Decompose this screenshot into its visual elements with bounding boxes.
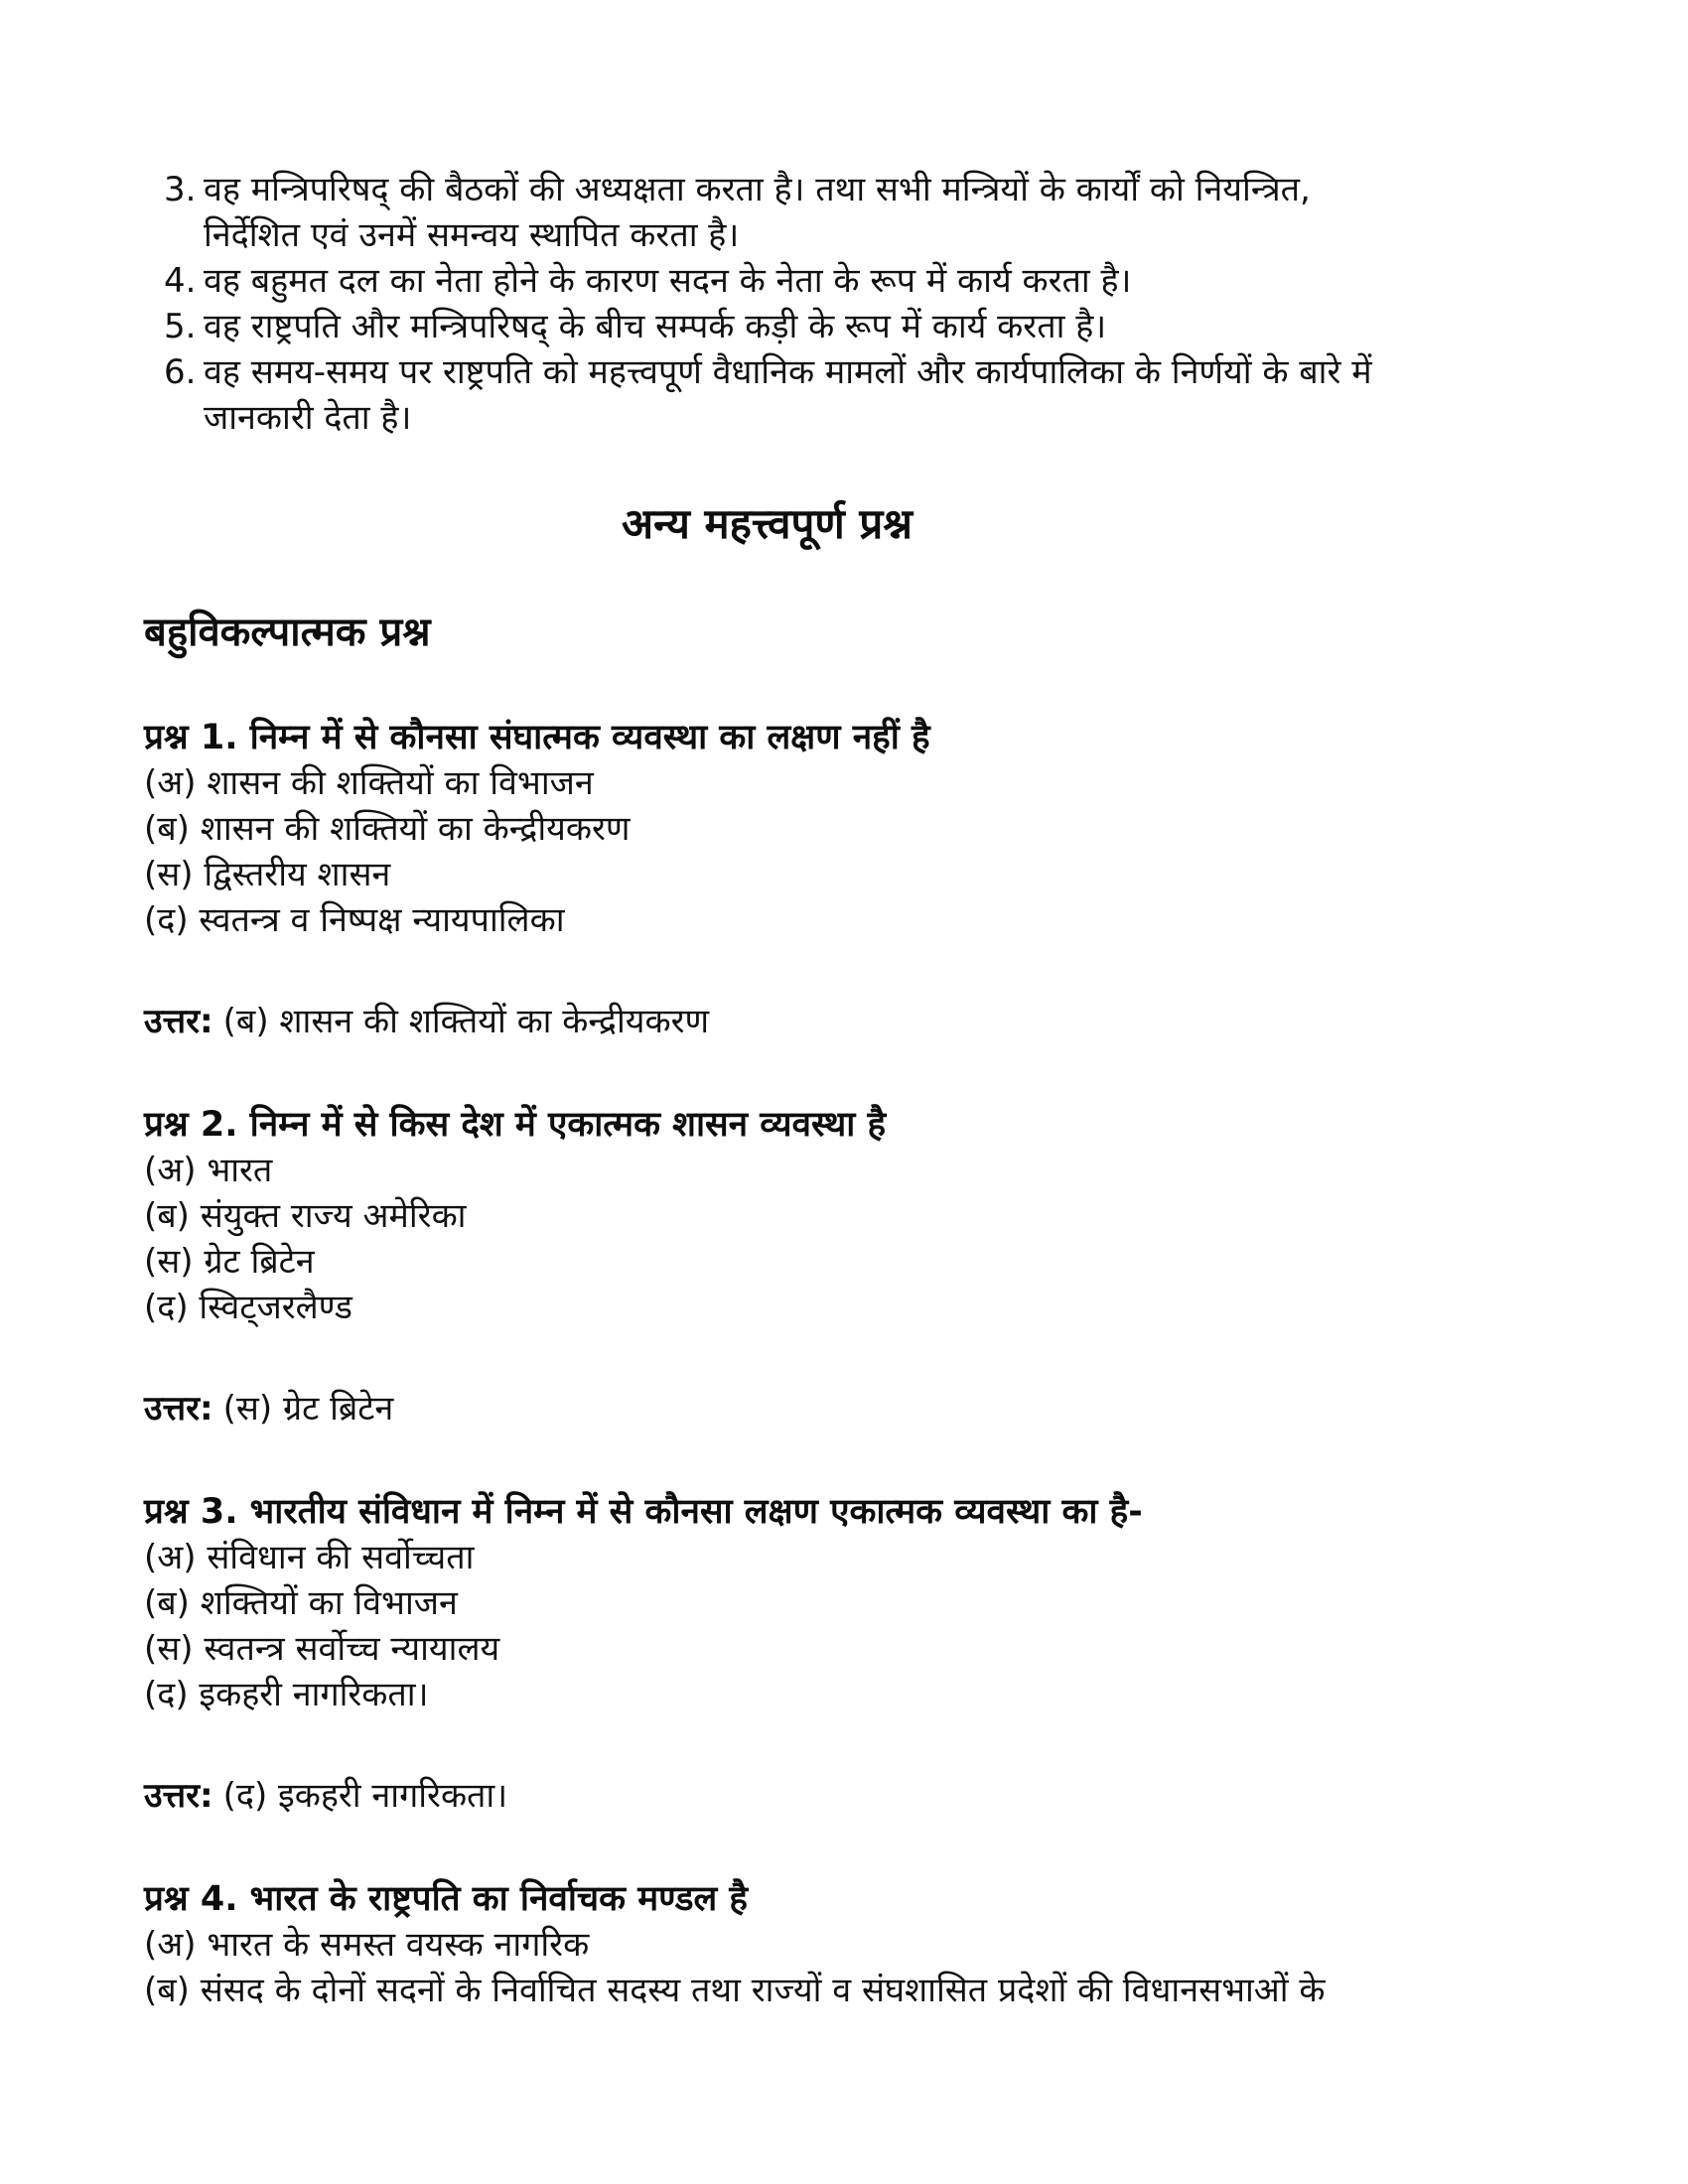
question-4-block [144, 1876, 1390, 2013]
question-3-option-s: (स) स्वतन्त्र सर्वोच्च न्यायालय [144, 1629, 500, 1669]
question-1-block [144, 715, 1390, 943]
list-item-text: वह बहुमत दल का नेता होने के कारण सदन के नेता के रूप में कार्य करता है। [204, 261, 1132, 301]
numbered-points-list [144, 167, 1390, 441]
subsection-title: बहुविकल्पात्मक प्रश्न [144, 610, 431, 655]
section-title: अन्य महत्त्वपूर्ण प्रश्न [622, 499, 913, 548]
question-1-option-b: (ब) शासन की शक्तियों का केन्द्रीयकरण [144, 809, 631, 849]
list-item [144, 258, 1390, 304]
question-4-option-a: (अ) भारत के समस्त वयस्क नागरिक [144, 1925, 590, 1965]
question-4-option-b: (ब) संसद के दोनों सदनों के निर्वाचित सदस्य तथा राज्यों व संघशासित प्रदेशों की विधानसभाओं के [144, 1971, 1326, 2010]
question-2-option-a: (अ) भारत [144, 1151, 273, 1190]
list-item-text: वह मन्त्रिपरिषद् की बैठकों की अध्यक्षता करता है। तथा सभी मन्त्रियों के कार्यों को नियन्त्रित, निर्देशित एवं उनमें समन्वय स्थापित करता है। [204, 170, 1311, 255]
list-item-number: 6. [164, 352, 197, 392]
question-4-title: प्रश्न 4. भारत के राष्ट्रपति का निर्वाचक मण्डल है [144, 1879, 748, 1919]
list-item-number: 5. [164, 307, 197, 346]
list-item-text: वह समय-समय पर राष्ट्रपति को महत्त्वपूर्ण वैधानिक मामलों और कार्यपालिका के निर्णयों के बारे में जानकारी देता है। [204, 352, 1372, 438]
question-3-option-b: (ब) शक्तियों का विभाजन [144, 1583, 458, 1623]
question-1-title: प्रश्न 1. निम्न में से कौनसा संघात्मक व्यवस्था का लक्षण नहीं है [144, 718, 930, 757]
question-2-option-b: (ब) संयुक्त राज्य अमेरिका [144, 1196, 467, 1236]
question-2-title: प्रश्न 2. निम्न में से किस देश में एकात्मक शासन व्यवस्था है [144, 1105, 887, 1145]
question-2-answer [144, 1386, 1390, 1432]
answer-text: (स) ग्रेट ब्रिटेन [222, 1389, 394, 1429]
question-1-answer [144, 999, 1390, 1044]
question-2-block [144, 1102, 1390, 1330]
question-3-block [144, 1489, 1390, 1717]
question-1-option-a: (अ) शासन की शक्तियों का विभाजन [144, 763, 594, 803]
question-2-option-s: (स) ग्रेट ब्रिटेन [144, 1242, 315, 1282]
list-item-number: 4. [164, 261, 197, 301]
question-2-option-d: (द) स्विट्जरलैण्ड [144, 1288, 352, 1327]
answer-label: उत्तर: [144, 1002, 213, 1041]
question-3-answer [144, 1773, 1390, 1819]
question-1-option-s: (स) द्विस्तरीय शासन [144, 855, 391, 894]
list-item-text: वह राष्ट्रपति और मन्त्रिपरिषद् के बीच सम्पर्क कड़ी के रूप में कार्य करता है। [204, 307, 1107, 346]
list-item [144, 167, 1390, 258]
question-3-title: प्रश्न 3. भारतीय संविधान में निम्न में से कौनसा लक्षण एकात्मक व्यवस्था का है- [144, 1492, 1143, 1532]
answer-label: उत्तर: [144, 1389, 213, 1429]
list-item-number: 3. [164, 170, 197, 209]
question-1-option-d: (द) स्वतन्त्र व निष्पक्ष न्यायपालिका [144, 900, 565, 940]
answer-text: (ब) शासन की शक्तियों का केन्द्रीयकरण [222, 1002, 710, 1041]
question-3-option-a: (अ) संविधान की सर्वोच्चता [144, 1538, 475, 1577]
answer-label: उत्तर: [144, 1776, 213, 1816]
question-3-option-d: (द) इकहरी नागरिकता। [144, 1675, 429, 1714]
answer-text: (द) इकहरी नागरिकता। [222, 1776, 508, 1816]
list-item [144, 349, 1390, 441]
list-item [144, 304, 1390, 349]
